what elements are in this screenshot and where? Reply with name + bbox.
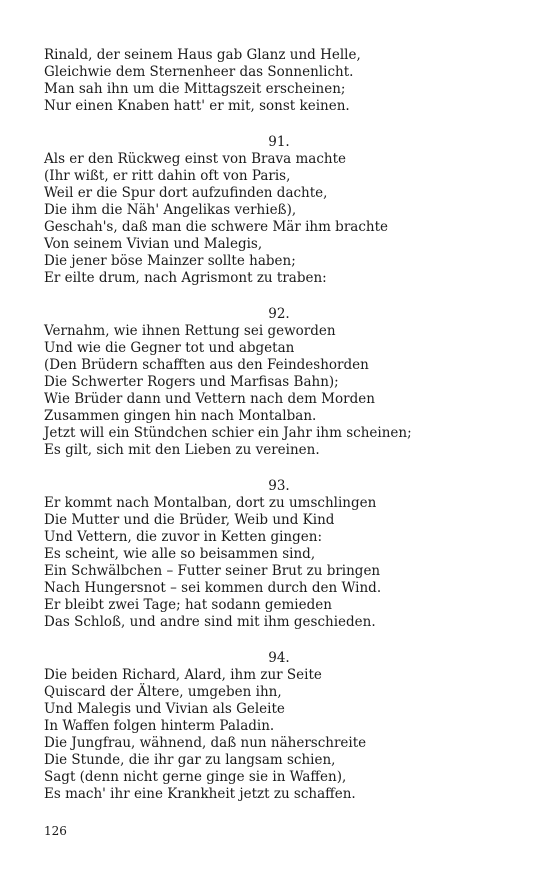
verse-line: Die Mutter und die Brüder, Weib und Kind (44, 512, 335, 528)
verse-line: Nach Hungersnot – sei kommen durch den Wind. (44, 580, 382, 596)
stanza (44, 47, 514, 115)
stanza (44, 650, 514, 803)
verse-line: Quiscard der Ältere, umgeben ihn, (44, 684, 282, 700)
poem-body (44, 47, 514, 822)
verse-line: Wie Brüder dann und Vettern nach dem Morden (44, 391, 375, 407)
verse-line: Es mach' ihr eine Krankheit jetzt zu schaffen. (44, 786, 356, 802)
verse-line: Und wie die Gegner tot und abgetan (44, 340, 295, 356)
verse-line: Als er den Rückweg einst von Brava machte (44, 151, 347, 167)
verse-line: Die Stunde, die ihr gar zu langsam schien, (44, 752, 336, 768)
verse-line: Weil er die Spur dort aufzufinden dachte, (44, 185, 328, 201)
verse-line: Sagt (denn nicht gerne ginge sie in Waffen), (44, 769, 347, 785)
verse-line: Von seinem Vivian und Malegis, (44, 236, 263, 252)
verse-line: Die jener böse Mainzer sollte haben; (44, 253, 296, 269)
verse-line: Nur einen Knaben hatt' er mit, sonst keinen. (44, 98, 350, 114)
verse-line: Es gilt, sich mit den Lieben zu vereinen. (44, 442, 320, 458)
stanza-number: 93. (268, 478, 290, 494)
verse-line: Jetzt will ein Stündchen schier ein Jahr ihm scheinen; (44, 425, 412, 441)
verse-line: Und Malegis und Vivian als Geleite (44, 701, 285, 717)
verse-line: Das Schloß, und andre sind mit ihm geschieden. (44, 614, 376, 630)
stanza-number: 91. (268, 134, 290, 150)
verse-line: Die ihm die Näh' Angelikas verhieß), (44, 202, 297, 218)
verse-line: (Ihr wißt, er ritt dahin oft von Paris, (44, 168, 291, 184)
verse-line: Es scheint, wie alle so beisammen sind, (44, 546, 316, 562)
verse-line: Man sah ihn um die Mittagszeit erscheinen; (44, 81, 346, 97)
stanza (44, 478, 514, 631)
page-number: 126 (44, 824, 67, 838)
stanza-number: 94. (268, 650, 290, 666)
verse-line: Rinald, der seinem Haus gab Glanz und Helle, (44, 47, 361, 63)
verse-line: Die beiden Richard, Alard, ihm zur Seite (44, 667, 322, 683)
verse-line: Ein Schwälbchen – Futter seiner Brut zu bringen (44, 563, 381, 579)
verse-line: Geschah's, daß man die schwere Mär ihm brachte (44, 219, 388, 235)
verse-line: Die Schwerter Rogers und Marfisas Bahn); (44, 374, 339, 390)
verse-line: In Waffen folgen hinterm Paladin. (44, 718, 275, 734)
verse-line: (Den Brüdern schafften aus den Feindeshorden (44, 357, 369, 373)
verse-line: Er eilte drum, nach Agrismont zu traben: (44, 270, 327, 286)
stanza-number: 92. (268, 306, 290, 322)
verse-line: Er kommt nach Montalban, dort zu umschlingen (44, 495, 377, 511)
verse-line: Gleichwie dem Sternenheer das Sonnenlicht. (44, 64, 354, 80)
verse-line: Vernahm, wie ihnen Rettung sei geworden (44, 323, 336, 339)
stanza (44, 306, 514, 459)
verse-line: Er bleibt zwei Tage; hat sodann gemieden (44, 597, 332, 613)
verse-line: Die Jungfrau, wähnend, daß nun näherschreite (44, 735, 367, 751)
verse-line: Und Vettern, die zuvor in Ketten gingen: (44, 529, 322, 545)
verse-line: Zusammen gingen hin nach Montalban. (44, 408, 317, 424)
stanza (44, 134, 514, 287)
